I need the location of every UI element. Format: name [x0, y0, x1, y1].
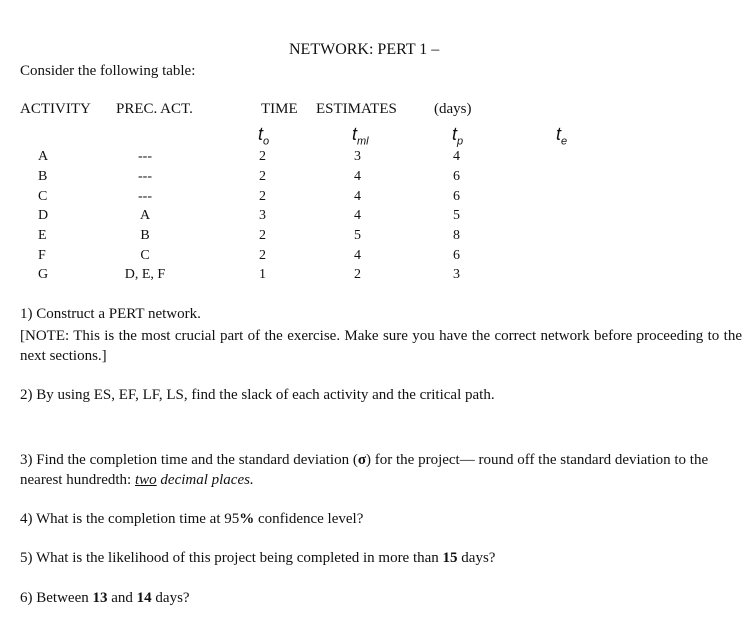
question-6: 6) Between 13 and 14 days? — [20, 590, 190, 606]
table-row — [0, 228, 754, 248]
question-1: 1) Construct a PERT network. — [20, 306, 201, 322]
table-row — [0, 267, 754, 287]
cell-activity: G — [38, 267, 49, 282]
subheader-te: $t_e$ — [556, 124, 568, 148]
table-row — [0, 189, 754, 209]
cell-tml: 4 — [354, 169, 361, 184]
cell-prec: --- — [138, 169, 152, 184]
subheader-tml: $t_{ml}$ — [352, 124, 369, 148]
cell-prec: B — [140, 228, 150, 243]
cell-prec: --- — [138, 189, 152, 204]
cell-tml: 3 — [354, 149, 361, 164]
cell-activity: E — [38, 228, 47, 243]
sigma-symbol: σ — [357, 452, 367, 468]
cell-activity: A — [38, 149, 49, 164]
cell-to: 2 — [259, 169, 266, 184]
cell-tp: 5 — [453, 208, 460, 223]
cell-tml: 4 — [354, 248, 361, 263]
cell-tp: 3 — [453, 267, 460, 282]
header-prec: PREC. ACT. — [116, 101, 193, 117]
intro-text: Consider the following table: — [20, 63, 196, 79]
cell-prec: --- — [138, 149, 152, 164]
cell-to: 2 — [259, 149, 266, 164]
table-row — [0, 248, 754, 268]
table-row — [0, 149, 754, 169]
page-title: NETWORK: PERT 1 – — [289, 41, 440, 58]
cell-activity: C — [38, 189, 48, 204]
cell-tp: 6 — [453, 189, 460, 204]
subheader-tp: $t_p$ — [452, 124, 464, 148]
cell-activity: B — [38, 169, 48, 184]
table-row — [0, 208, 754, 228]
cell-to: 2 — [259, 189, 266, 204]
cell-tml: 4 — [354, 189, 361, 204]
cell-tml: 4 — [354, 208, 361, 223]
question-1-note: [NOTE: This is the most crucial part of the exercise. Make sure you have the correct network before proceeding to the next sections.] — [20, 328, 742, 364]
question-4: 4) What is the completion time at 95% confidence level? — [20, 511, 364, 527]
cell-prec: C — [140, 248, 150, 263]
table-row — [0, 169, 754, 189]
cell-prec: D, E, F — [124, 267, 166, 282]
header-time: TIME — [261, 101, 298, 117]
cell-to: 2 — [259, 228, 266, 243]
cell-tp: 6 — [453, 248, 460, 263]
header-estimates: ESTIMATES — [316, 101, 397, 117]
header-days: (days) — [434, 101, 472, 117]
cell-tp: 8 — [453, 228, 460, 243]
header-activity: ACTIVITY — [20, 101, 91, 117]
cell-to: 3 — [259, 208, 266, 223]
cell-prec: A — [139, 208, 151, 223]
cell-activity: D — [38, 208, 49, 223]
cell-tml: 5 — [354, 228, 361, 243]
cell-tml: 2 — [354, 267, 361, 282]
cell-activity: F — [38, 248, 46, 263]
cell-tp: 6 — [453, 169, 460, 184]
question-5: 5) What is the likelihood of this project being completed in more than 15 days? — [20, 550, 496, 566]
subheader-to: $t_o$ — [258, 124, 270, 148]
cell-to: 1 — [259, 267, 266, 282]
cell-to: 2 — [259, 248, 266, 263]
cell-tp: 4 — [453, 149, 460, 164]
question-3: 3) Find the completion time and the standard deviation (σ) for the project— round off the standard deviation to the nearest hundredth: two decimal places. — [20, 452, 709, 488]
question-2: 2) By using ES, EF, LF, LS, find the slack of each activity and the critical path. — [20, 387, 495, 403]
